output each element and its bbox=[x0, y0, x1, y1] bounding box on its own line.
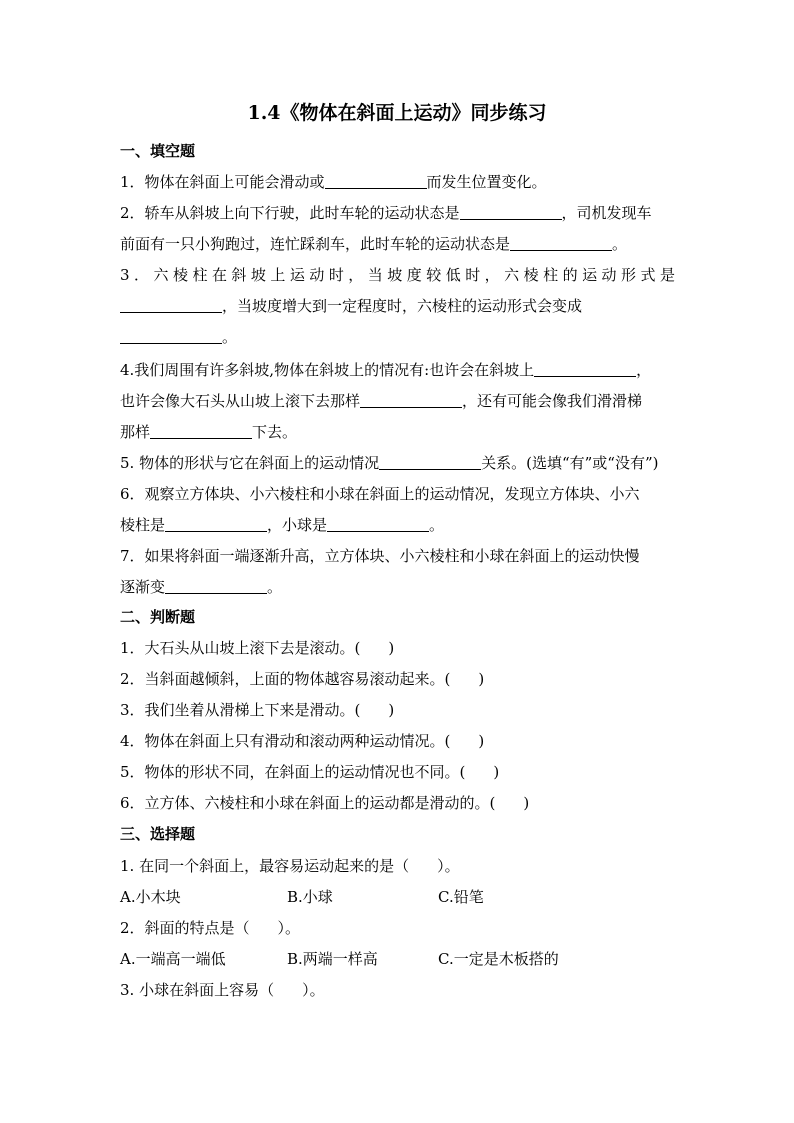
fill-question-3-line-1: 3．六棱柱在斜坡上运动时，当坡度较低时，六棱柱的运动形式是 bbox=[120, 266, 675, 284]
choice-question-2: 2．斜面的特点是（ ）。 bbox=[120, 919, 301, 937]
page-title: 1.4《物体在斜面上运动》同步练习 bbox=[247, 102, 547, 124]
answer-blank[interactable] bbox=[165, 579, 267, 594]
choice-option[interactable]: A.小木块 bbox=[120, 888, 181, 906]
answer-blank[interactable] bbox=[120, 329, 222, 344]
section-fill-in-heading: 一、填空题 bbox=[120, 142, 196, 160]
choice-option[interactable]: B.小球 bbox=[287, 888, 333, 906]
choice-option[interactable]: C.铅笔 bbox=[438, 888, 484, 906]
fill-question-4-line-2: 也许会像大石头从山坡上滚下去那样 ，还有可能会像我们滑滑梯 bbox=[120, 392, 643, 410]
choice-option[interactable]: A.一端高一端低 bbox=[120, 950, 226, 968]
choice-option[interactable]: B.两端一样高 bbox=[287, 950, 378, 968]
fill-question-3-line-2: ，当坡度增大到一定程度时，六棱柱的运动形式会变成 bbox=[120, 295, 675, 316]
judge-question: 4．物体在斜面上只有滑动和滚动两种运动情况。( ) bbox=[120, 732, 485, 750]
judge-question: 3．我们坐着从滑梯上下来是滑动。( ) bbox=[120, 701, 395, 719]
answer-blank[interactable] bbox=[165, 517, 267, 532]
judge-question: 2．当斜面越倾斜，上面的物体越容易滚动起来。( ) bbox=[120, 670, 485, 688]
fill-question-2-line-1: 2．轿车从斜坡上向下行驶，此时车轮的运动状态是 ，司机发现车 bbox=[120, 204, 652, 222]
fill-question-5: 5. 物体的形状与它在斜面上的运动情况 关系。(选填“有”或“没有”) bbox=[120, 454, 659, 472]
answer-blank[interactable] bbox=[150, 424, 252, 439]
choice-question-1: 1. 在同一个斜面上，最容易运动起来的是（ ）。 bbox=[120, 857, 460, 875]
fill-question-6-line-2: 棱柱是 ，小球是 。 bbox=[120, 516, 445, 534]
fill-question-7-line-2: 逐渐变 。 bbox=[120, 578, 283, 596]
answer-blank[interactable] bbox=[325, 174, 427, 189]
answer-blank[interactable] bbox=[327, 517, 429, 532]
answer-blank[interactable] bbox=[120, 298, 222, 313]
fill-question-1: 1．物体在斜面上可能会滑动或 而发生位置变化。 bbox=[120, 173, 547, 191]
answer-blank[interactable] bbox=[379, 455, 481, 470]
fill-question-4-line-1: 4.我们周围有许多斜坡,物体在斜坡上的情况有:也许会在斜坡上 ， bbox=[120, 361, 652, 379]
fill-question-6-line-1: 6．观察立方体块、小六棱柱和小球在斜面上的运动情况，发现立方体块、小六 bbox=[120, 485, 640, 503]
section-choice-heading: 三、选择题 bbox=[120, 825, 196, 843]
answer-blank[interactable] bbox=[534, 362, 636, 377]
fill-question-4-line-3: 那样 下去。 bbox=[120, 423, 298, 441]
answer-blank[interactable] bbox=[360, 393, 462, 408]
judge-question: 1．大石头从山坡上滚下去是滚动。( ) bbox=[120, 639, 395, 657]
fill-question-2-line-2: 前面有一只小狗跑过，连忙踩刹车，此时车轮的运动状态是 。 bbox=[120, 235, 628, 253]
section-judge-heading: 二、判断题 bbox=[120, 608, 196, 626]
fill-question-7-line-1: 7．如果将斜面一端逐渐升高，立方体块、小六棱柱和小球在斜面上的运动快慢 bbox=[120, 547, 640, 565]
answer-blank[interactable] bbox=[460, 205, 562, 220]
choice-question-3: 3. 小球在斜面上容易（ ）。 bbox=[120, 981, 325, 999]
choice-option[interactable]: C.一定是木板搭的 bbox=[438, 950, 559, 968]
answer-blank[interactable] bbox=[510, 236, 612, 251]
judge-question: 6．立方体、六棱柱和小球在斜面上的运动都是滑动的。( ) bbox=[120, 794, 530, 812]
fill-question-3-line-3: 。 bbox=[120, 326, 675, 347]
judge-question: 5．物体的形状不同，在斜面上的运动情况也不同。( ) bbox=[120, 763, 500, 781]
